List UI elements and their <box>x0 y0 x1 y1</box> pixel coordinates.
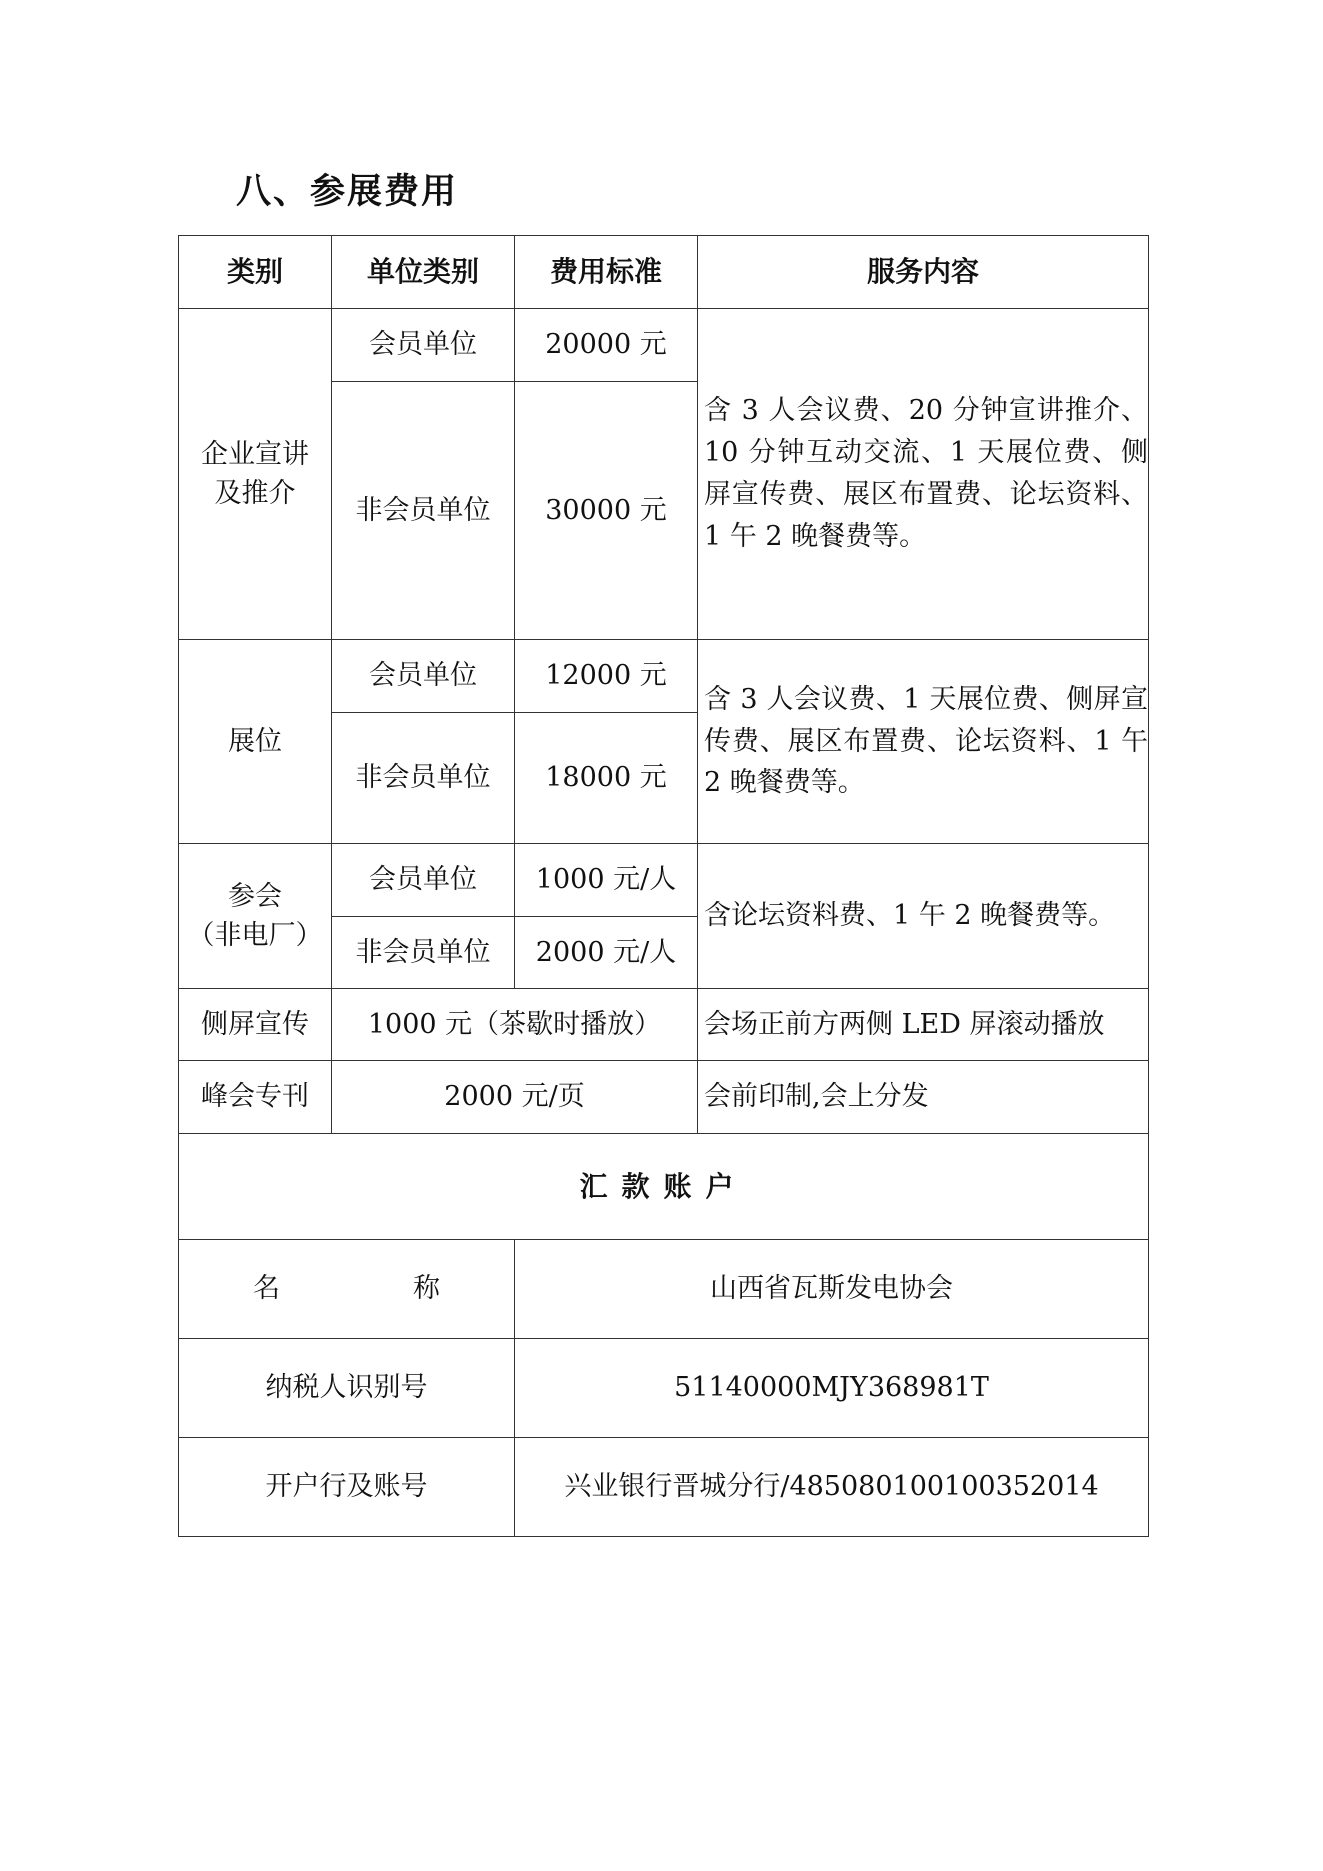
enterprise-category <box>179 309 332 640</box>
attend-category <box>179 844 332 989</box>
account-name-label-a: 名 <box>253 1273 280 1305</box>
header-unit-type: 单位类别 <box>332 236 515 309</box>
booth-member-fee: 12000 元 <box>515 640 698 713</box>
attend-nonmember-fee: 2000 元/人 <box>515 917 698 989</box>
attend-member-fee: 1000 元/人 <box>515 844 698 917</box>
table-row <box>179 1438 1149 1537</box>
attend-nonmember-label: 非会员单位 <box>332 917 515 989</box>
booth-service-text: 含 3 人会议费、1 天展位费、侧屏宣传费、展区布置费、论坛资料、1 午 2 晚餐费等。 <box>704 683 1148 799</box>
enterprise-service <box>698 309 1149 640</box>
account-title: 汇款账户 <box>179 1134 1149 1240</box>
header-service-content: 服务内容 <box>698 236 1149 309</box>
table-header-row <box>179 236 1149 309</box>
attend-member-label: 会员单位 <box>332 844 515 917</box>
attend-service: 含论坛资料费、1 午 2 晚餐费等。 <box>698 844 1149 989</box>
table-row <box>179 844 1149 917</box>
enterprise-category-line2: 及推介 <box>214 478 296 509</box>
booth-nonmember-fee: 18000 元 <box>515 713 698 844</box>
journal-service: 会前印制,会上分发 <box>698 1061 1149 1134</box>
attend-category-line1: 参会 <box>228 880 282 912</box>
booth-service <box>698 640 1149 844</box>
side-screen-service: 会场正前方两侧 LED 屏滚动播放 <box>698 989 1149 1061</box>
journal-fee: 2000 元/页 <box>332 1061 698 1134</box>
booth-nonmember-label: 非会员单位 <box>332 713 515 844</box>
bank-account-label: 开户行及账号 <box>179 1438 515 1537</box>
tax-id-label: 纳税人识别号 <box>179 1339 515 1438</box>
header-fee-standard: 费用标准 <box>515 236 698 309</box>
enterprise-member-fee: 20000 元 <box>515 309 698 382</box>
tax-id-value: 51140000MJY368981T <box>515 1339 1149 1438</box>
table-row <box>179 1061 1149 1134</box>
table-row <box>179 640 1149 713</box>
account-name-value: 山西省瓦斯发电协会 <box>515 1240 1149 1339</box>
attend-category-line2: （非电厂） <box>187 920 323 951</box>
table-row <box>179 1134 1149 1240</box>
table-row <box>179 1339 1149 1438</box>
enterprise-nonmember-label: 非会员单位 <box>332 382 515 640</box>
section-heading: 八、参展费用 <box>236 172 459 212</box>
account-name-label <box>179 1240 515 1339</box>
journal-category: 峰会专刊 <box>179 1061 332 1134</box>
account-name-label-b: 称 <box>413 1273 440 1305</box>
booth-member-label: 会员单位 <box>332 640 515 713</box>
booth-category: 展位 <box>179 640 332 844</box>
table-row <box>179 1240 1149 1339</box>
enterprise-service-text: 含 3 人会议费、20 分钟宣讲推介、10 分钟互动交流、1 天展位费、侧屏宣传费、展区布置费、论坛资料、1 午 2 晚餐费等。 <box>704 395 1148 552</box>
bank-account-value: 兴业银行晋城分行/485080100100352014 <box>515 1438 1149 1537</box>
table-row <box>179 309 1149 382</box>
enterprise-nonmember-fee: 30000 元 <box>515 382 698 640</box>
fee-table <box>178 235 1149 1537</box>
header-category: 类别 <box>179 236 332 309</box>
enterprise-member-label: 会员单位 <box>332 309 515 382</box>
side-screen-category: 侧屏宣传 <box>179 989 332 1061</box>
enterprise-category-line1: 企业宣讲 <box>201 438 309 470</box>
table-row <box>179 989 1149 1061</box>
side-screen-fee: 1000 元（茶歇时播放） <box>332 989 698 1061</box>
